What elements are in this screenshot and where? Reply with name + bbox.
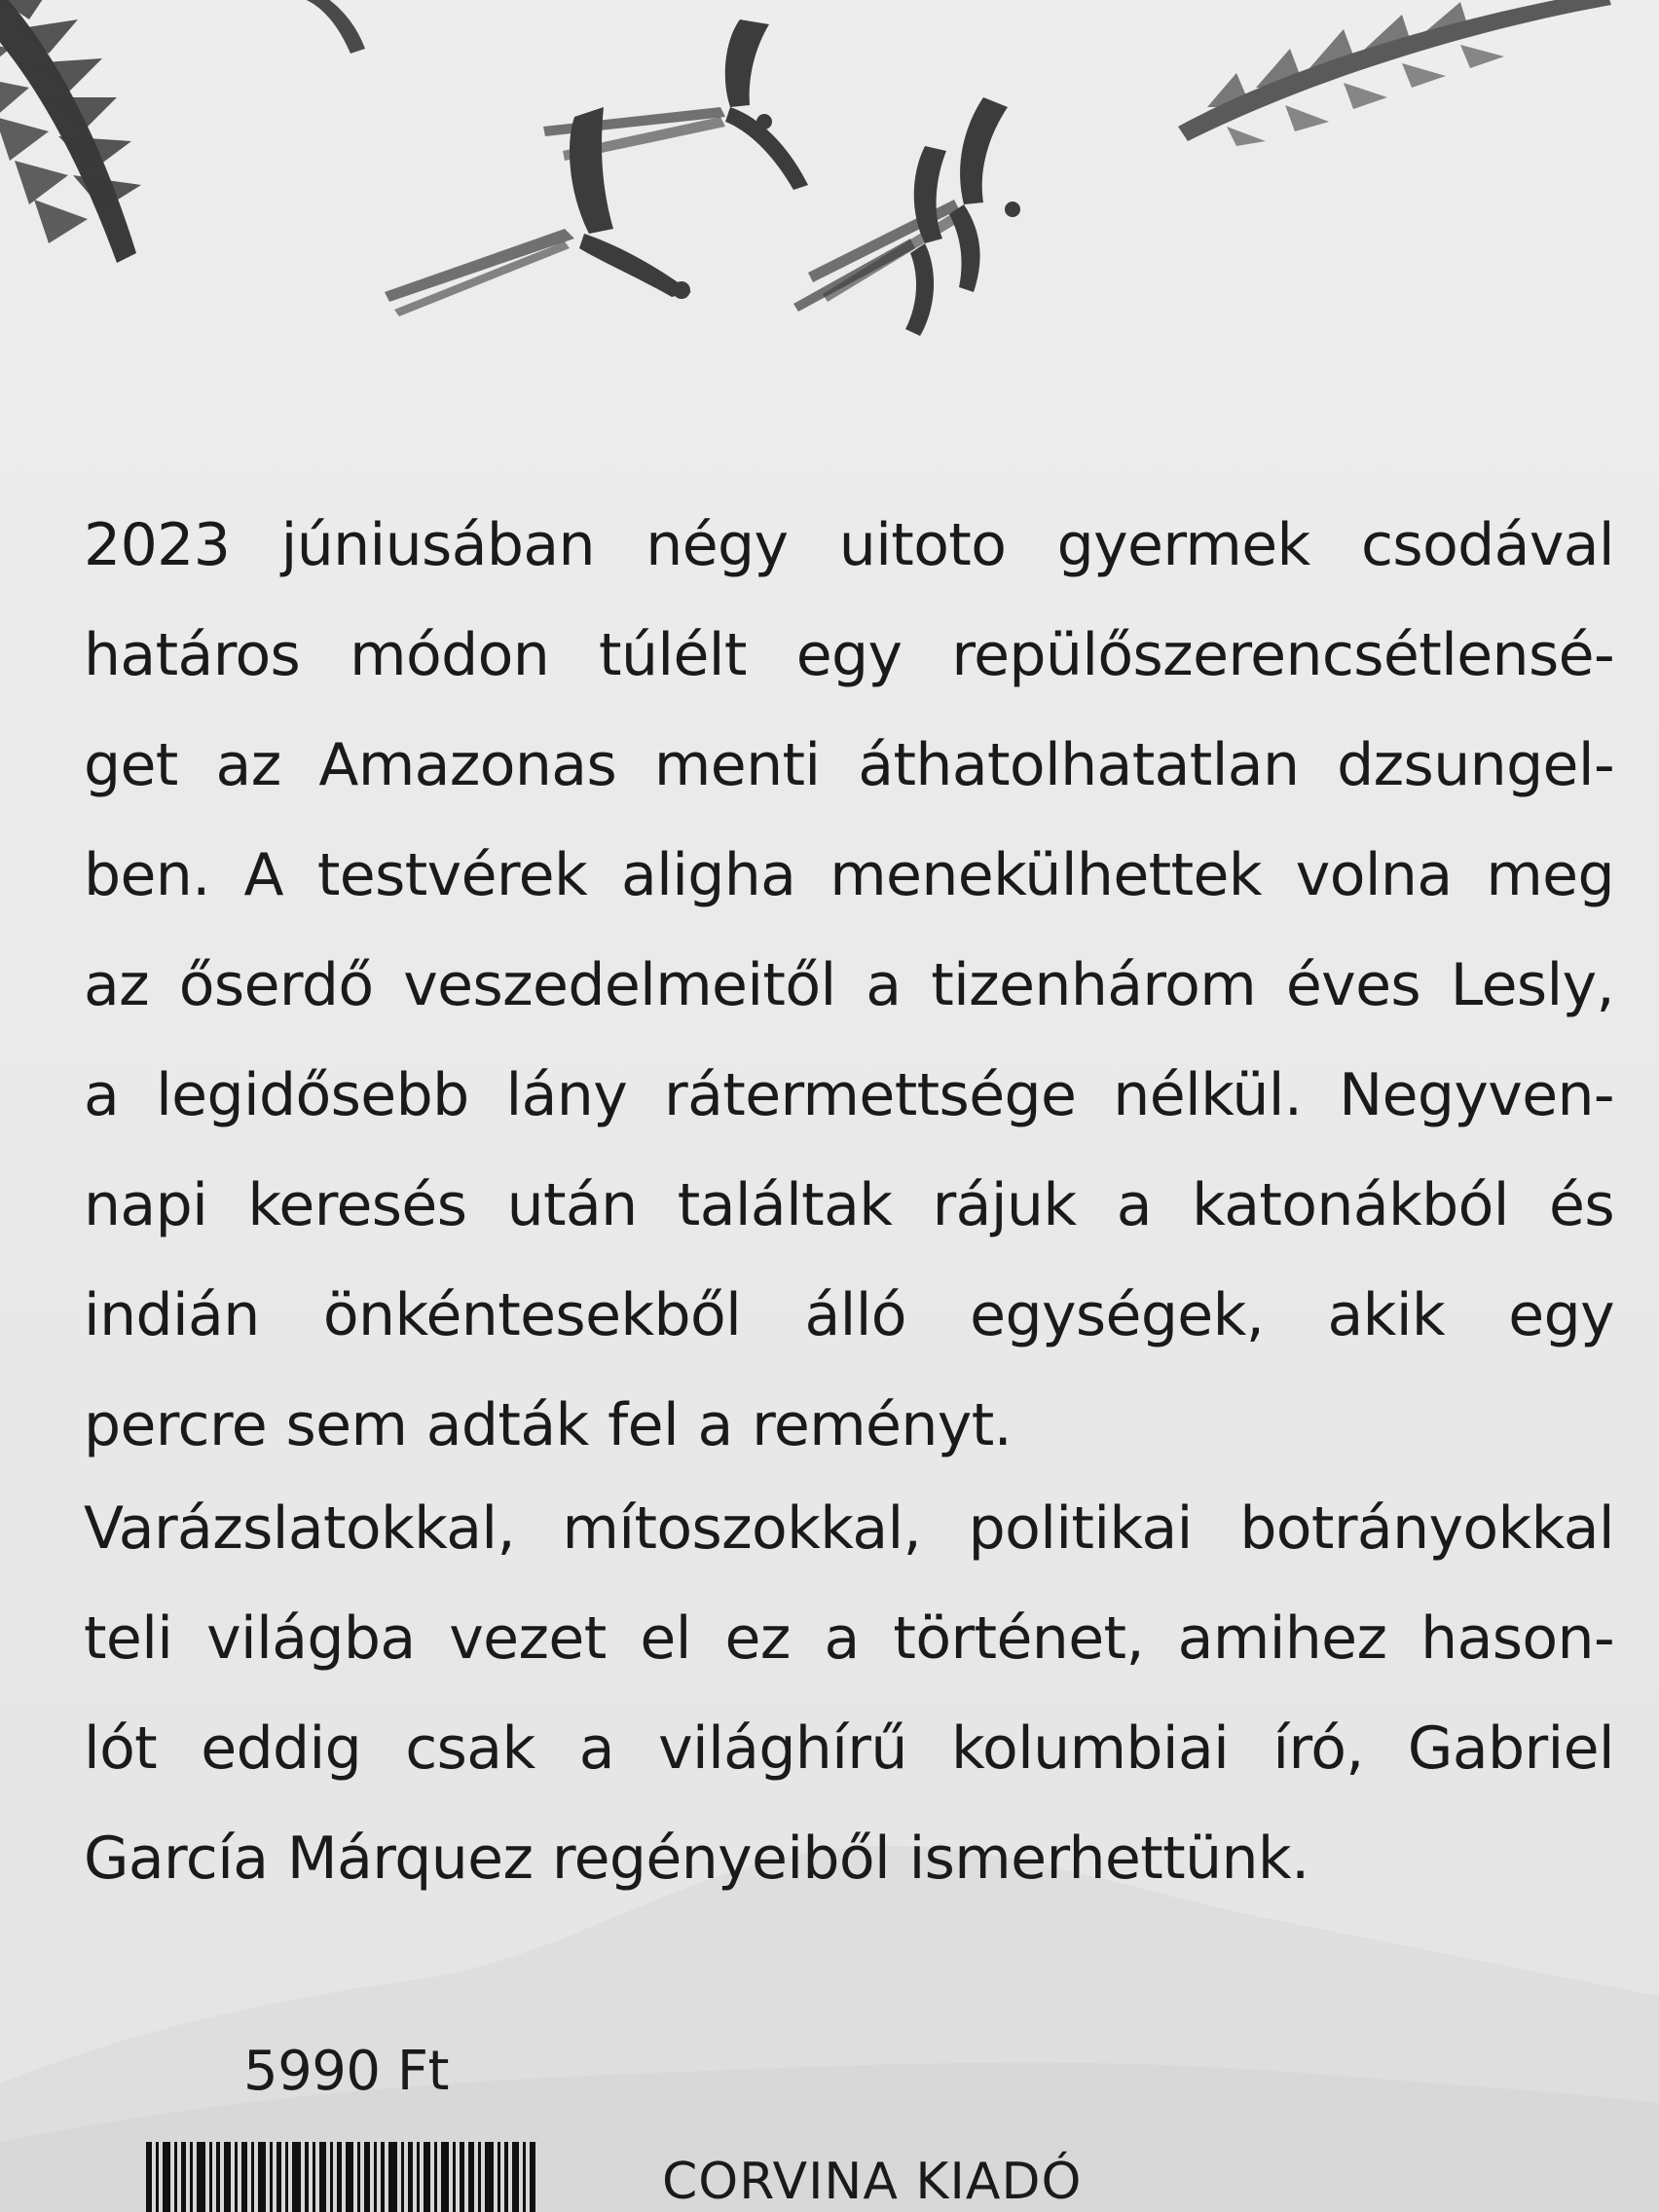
blurb-line: get az Amazonas menti áthatolhatatlan dzsungel- — [84, 731, 1614, 799]
fern-left-icon — [0, 0, 175, 282]
barcode-icon — [146, 2142, 584, 2212]
fern-right-icon — [1168, 0, 1616, 146]
blurb-line: a legidősebb lány rátermettsége nélkül. Negyven- — [84, 1061, 1614, 1129]
blurb-line: teli világba vezet el ez a történet, amihez hason- — [84, 1604, 1614, 1673]
blurb-line: lót eddig csak a világhírű kolumbiai író, Gabriel — [84, 1714, 1614, 1783]
blurb-line: 2023 júniusában négy uitoto gyermek csodával — [84, 511, 1614, 579]
blurb-paragraph-2 — [84, 1474, 1614, 1914]
fern-small-icon — [292, 0, 380, 68]
blurb-line: határos módon túlélt egy repülőszerencsétlensé- — [84, 621, 1614, 689]
blurb-line: percre sem adták fel a reményt. — [84, 1391, 1013, 1459]
blurb-line: az őserdő veszedelmeitől a tizenhárom éves Lesly, — [84, 951, 1614, 1019]
publisher-name: CORVINA KIADÓ — [662, 2153, 1083, 2211]
blurb-line: indián önkéntesekből álló egységek, akik egy — [84, 1281, 1614, 1349]
blurb-line: napi keresés után találtak rájuk a katonákból és — [84, 1171, 1614, 1239]
price-label: 5990 Ft — [243, 2040, 449, 2103]
blurb-line: Varázslatokkal, mítoszokkal, politikai botrányokkal — [84, 1494, 1614, 1563]
blurb-line: García Márquez regényeiből ismerhettünk. — [84, 1825, 1309, 1893]
blurb-line: ben. A testvérek aligha menekülhettek volna meg — [84, 841, 1614, 909]
blurb-paragraph-1 — [84, 491, 1614, 1481]
parrots-illustration — [380, 0, 1061, 350]
